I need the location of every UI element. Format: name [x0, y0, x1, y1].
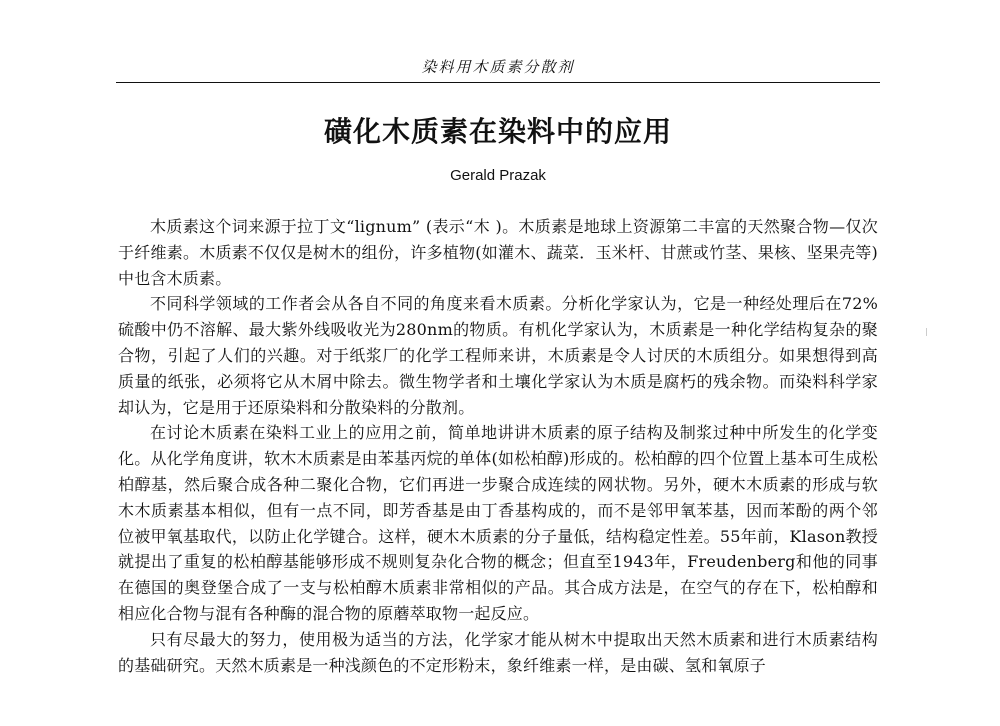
header-rule	[116, 82, 880, 83]
author-name: Gerald Prazak	[450, 167, 546, 184]
paragraph: 只有尽最大的努力，使用极为适当的方法，化学家才能从树木中提取出天然木质素和进行木质素结构的基础研究。天然木质素是一种浅颜色的不定形粉末，象纤维素一样，是由碳、氢和氧原子	[118, 629, 878, 675]
article-title: 磺化木质素在染料中的应用	[323, 115, 672, 148]
scan-margin-mark	[926, 328, 927, 336]
article-body	[118, 214, 878, 678]
paragraph: 在讨论木质素在染料工业上的应用之前，简单地讲讲木质素的原子结构及制浆过种中所发生的化学变化。从化学角度讲，软木木质素是由苯基丙烷的单体(如松柏醇)形成的。松柏醇的四个位置上基本可生成松柏醇基，然后聚合成各种二聚化合物，它们再进一步聚合成连续的网状物。另外，硬木木质素的形成与软木木质素基本相似，但有一点不同，即芳香基是由丁香基构成的，而不是邻甲氧苯基，因而苯酚的两个邻位被甲氧基取代，以防止化学键合。这样，硬木木质素的分子量低，结构稳定性差。55年前，Klason教授就提出了重复的松柏醇基能够形成不规则复杂化合物的概念；但直至1943年，Freudenberg和他的同事在德国的奥登堡合成了一支与松柏醇木质素非常相似的产品。其合成方法是，在空气的存在下，松柏醇和相应化合物与混有各种酶的混合物的原蘑萃取物一起反应。	[118, 423, 878, 623]
paragraph: 不同科学领域的工作者会从各自不同的角度来看木质素。分析化学家认为，它是一种经处理后在72%硫酸中仍不溶解、最大紫外线吸收光为280nm的物质。有机化学家认为，木质素是一种化学结构复杂的聚合物，引起了人们的兴趣。对于纸浆厂的化学工程师来讲，木质素是令人讨厌的木质组分。如果想得到高质量的纸张，必须将它从木屑中除去。微生物学者和土壤化学家认为木质是腐朽的残余物。而染料科学家却认为，它是用于还原染料和分散染料的分散剂。	[118, 294, 878, 417]
running-head: 染料用木质素分散剂	[421, 58, 575, 76]
paragraph: 木质素这个词来源于拉丁文“lignum” (表示“木 )。木质素是地球上资源第二丰富的天然聚合物—仅次于纤维素。木质素不仅仅是树木的组份，许多植物(如灌木、蔬菜．玉米杆、甘蔗或竹茎、果核、坚果壳等)中也含木质素。	[118, 217, 878, 288]
